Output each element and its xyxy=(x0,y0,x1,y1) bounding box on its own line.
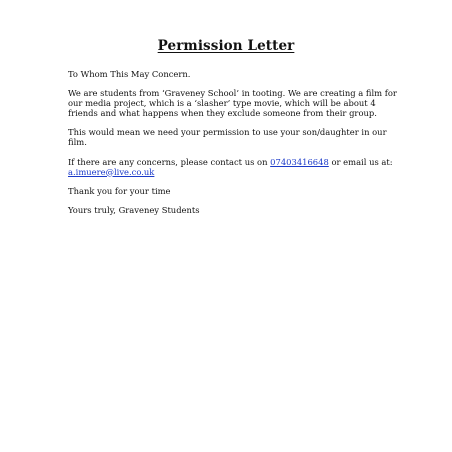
paragraph-intro: We are students from ‘Graveney School’ in tooting. We are creating a film for our media project, which is a ‘slasher’ type movie, which will be about 4 friends and what happens when they exclude someone from their group. xyxy=(68,88,397,119)
signoff-line: Yours truly, Graveney Students xyxy=(68,205,200,216)
phone-link[interactable]: 07403416648 xyxy=(270,156,329,167)
letter-title: Permission Letter xyxy=(157,38,295,54)
salutation: To Whom This May Concern. xyxy=(68,69,191,79)
paragraph-contact xyxy=(68,158,398,178)
contact-middle: or email us at: xyxy=(328,156,393,167)
email-link[interactable]: a.imuere@live.co.uk xyxy=(68,166,155,177)
thanks-line: Thank you for your time xyxy=(68,185,171,196)
contact-prefix: If there are any concerns, please contact us on xyxy=(68,156,271,167)
paragraph-permission: This would mean we need your permission to use your son/daughter in our film. xyxy=(68,127,387,148)
letter-body xyxy=(68,70,398,225)
